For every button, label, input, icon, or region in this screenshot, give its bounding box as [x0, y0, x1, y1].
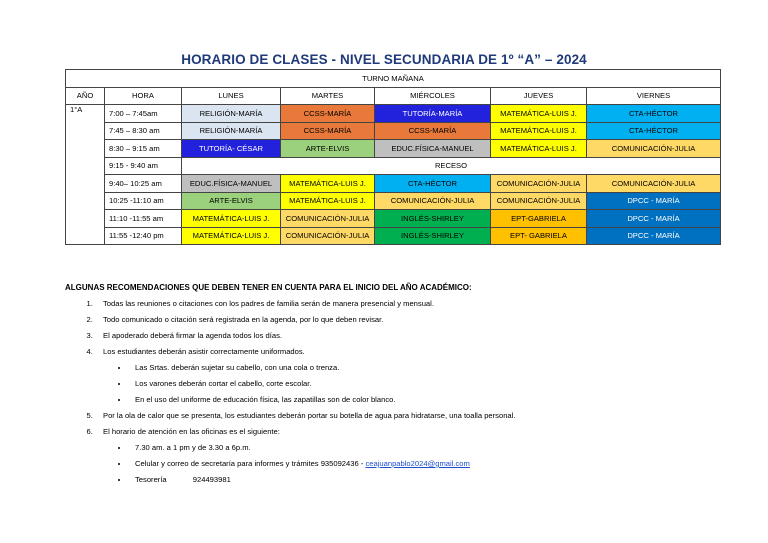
schedule-table — [65, 69, 721, 245]
class-cell: MATEMÁTICA-LUIS J. — [182, 210, 281, 228]
class-cell: EPT-GABRIELA — [491, 210, 587, 228]
class-cell: COMUNICACIÓN-JULIA — [587, 175, 721, 193]
contact-text: Celular y correo de secretaría para informes y trámites 935092436 - — [135, 459, 364, 468]
header-friday: VIERNES — [587, 87, 721, 105]
table-row — [66, 210, 721, 228]
list-item: 3. El apoderado deberá firmar la agenda todos los días. — [95, 331, 755, 340]
class-cell: TUTORÍA-MARÍA — [375, 105, 491, 123]
table-row — [66, 227, 721, 245]
table-row — [66, 105, 721, 123]
class-cell: COMUNICACIÓN-JULIA — [281, 210, 375, 228]
time-cell: 11:55 -12:40 pm — [105, 227, 182, 245]
recess-cell: RECESO — [182, 157, 721, 175]
grade-cell: 1°A — [66, 105, 105, 245]
class-cell: COMUNICACIÓN-JULIA — [281, 227, 375, 245]
treasury-phone: 924493981 — [192, 475, 231, 484]
class-cell: COMUNICACIÓN-JULIA — [491, 192, 587, 210]
class-cell: CTA-HÉCTOR — [587, 122, 721, 140]
class-cell: EPT- GABRIELA — [491, 227, 587, 245]
time-cell: 9:15 - 9:40 am — [105, 157, 182, 175]
class-cell: RELIGIÓN-MARÍA — [182, 105, 281, 123]
header-tuesday: MARTES — [281, 87, 375, 105]
class-cell: MATEMÁTICA-LUIS J. — [281, 175, 375, 193]
class-cell: MATEMÁTICA-LUIS J. — [491, 140, 587, 158]
time-cell: 7:45 – 8:30 am — [105, 122, 182, 140]
time-cell: 10:25 -11:10 am — [105, 192, 182, 210]
list-item: 1. Todas las reuniones o citaciones con los padres de familia serán de manera presencial y mensual. — [95, 299, 755, 308]
class-cell: COMUNICACIÓN-JULIA — [587, 140, 721, 158]
list-item: 4. Los estudiantes deberán asistir correctamente uniformados. • Las Srtas. deberán sujetar su cabello, con una cola o trenza. • Los varones deberán cortar el cabello, corte escolar. • En el uso del uniforme de educación física, las zapatillas son de color blanco. — [95, 347, 755, 404]
class-cell: EDUC.FÍSICA-MANUEL — [182, 175, 281, 193]
list-item: • Las Srtas. deberán sujetar su cabello, con una cola o trenza. — [129, 363, 755, 372]
class-cell: CTA-HÉCTOR — [587, 105, 721, 123]
class-cell: EDUC.FÍSICA-MANUEL — [375, 140, 491, 158]
list-item: 6. El horario de atención en las oficinas es el siguiente: • 7.30 am. a 1 pm y de 3.30 a 6p.m. • Celular y correo de secretaría para informes y trámites 935092436 - ceajuanpablo2024@gmail.com • Tesorería 924493981 — [95, 427, 755, 484]
header-year: AÑO — [66, 87, 105, 105]
time-cell: 9:40– 10:25 am — [105, 175, 182, 193]
recommendations-list — [65, 299, 755, 484]
shift-label: TURNO MAÑANA — [66, 70, 721, 88]
list-item: • 7.30 am. a 1 pm y de 3.30 a 6p.m. — [129, 443, 755, 452]
page-title: HORARIO DE CLASES - NIVEL SECUNDARIA DE 1º “A” – 2024 — [181, 52, 587, 67]
hours-sublist — [103, 443, 755, 484]
class-cell: CTA-HÉCTOR — [375, 175, 491, 193]
recommendations-section — [65, 283, 755, 491]
treasury-label: Tesorería — [135, 475, 167, 484]
header-hour: HORA — [105, 87, 182, 105]
uniform-sublist — [103, 363, 755, 404]
class-cell: COMUNICACIÓN-JULIA — [491, 175, 587, 193]
table-row — [66, 192, 721, 210]
class-cell: MATEMÁTICA-LUIS J. — [491, 105, 587, 123]
class-cell: ARTE-ELVIS — [281, 140, 375, 158]
header-wednesday: MIÉRCOLES — [375, 87, 491, 105]
header-monday: LUNES — [182, 87, 281, 105]
recommendations-heading: ALGUNAS RECOMENDACIONES QUE DEBEN TENER EN CUENTA PARA EL INICIO DEL AÑO ACADÉMICO: — [65, 283, 472, 292]
list-item — [129, 459, 755, 468]
header-thursday: JUEVES — [491, 87, 587, 105]
class-cell: ARTE-ELVIS — [182, 192, 281, 210]
list-item: • Los varones deberán cortar el cabello, corte escolar. — [129, 379, 755, 388]
table-row — [66, 122, 721, 140]
class-cell: MATEMÁTICA-LUIS J. — [182, 227, 281, 245]
list-item: • En el uso del uniforme de educación física, las zapatillas son de color blanco. — [129, 395, 755, 404]
list-item: 5. Por la ola de calor que se presenta, los estudiantes deberán portar su botella de agua para hidratarse, una toalla personal. — [95, 411, 755, 420]
class-cell: TUTORÍA- CÉSAR — [182, 140, 281, 158]
class-cell: MATEMÁTICA-LUIS J. — [491, 122, 587, 140]
class-cell: CCSS-MARÍA — [375, 122, 491, 140]
class-cell: CCSS-MARÍA — [281, 105, 375, 123]
list-item — [129, 475, 755, 484]
class-cell: INGLÉS-SHIRLEY — [375, 227, 491, 245]
class-cell: DPCC - MARÍA — [587, 192, 721, 210]
class-cell: INGLÉS-SHIRLEY — [375, 210, 491, 228]
class-cell: DPCC - MARÍA — [587, 227, 721, 245]
list-item: 2. Todo comunicado o citación será registrada en la agenda, por lo que deben revisar. — [95, 315, 755, 324]
email-link[interactable]: ceajuanpablo2024@gmail.com — [365, 459, 470, 468]
class-cell: CCSS-MARÍA — [281, 122, 375, 140]
table-row — [66, 157, 721, 175]
time-cell: 8:30 – 9:15 am — [105, 140, 182, 158]
class-cell: DPCC - MARÍA — [587, 210, 721, 228]
time-cell: 11:10 -11:55 am — [105, 210, 182, 228]
table-row — [66, 140, 721, 158]
class-cell: RELIGIÓN-MARÍA — [182, 122, 281, 140]
class-cell: COMUNICACIÓN-JULIA — [375, 192, 491, 210]
table-row — [66, 175, 721, 193]
class-cell: MATEMÁTICA-LUIS J. — [281, 192, 375, 210]
time-cell: 7:00 – 7:45am — [105, 105, 182, 123]
